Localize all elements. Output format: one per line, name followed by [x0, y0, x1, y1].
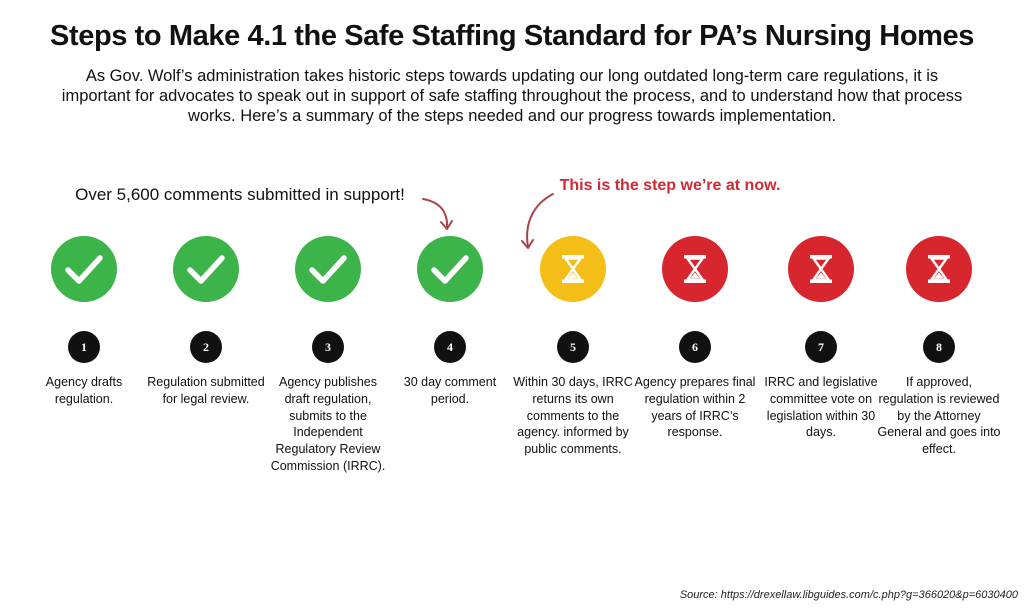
step-number-badge: 7: [805, 331, 837, 363]
comments-arrow: [423, 199, 452, 229]
step-status-circle: [540, 236, 606, 302]
step-number-badge: 1: [68, 331, 100, 363]
step-description: Within 30 days, IRRC returns its own comments to the agency. informed by public comments.: [513, 375, 633, 457]
step-number-badge: 3: [312, 331, 344, 363]
current-step-annotation: This is the step we’re at now.: [559, 177, 781, 194]
step-status-circle: [788, 236, 854, 302]
step-description: Regulation submitted for legal review.: [147, 375, 265, 406]
step-description: 30 day comment period.: [403, 375, 497, 406]
step-number-badge: 6: [679, 331, 711, 363]
step-status-circle: [906, 236, 972, 302]
step-status-circle: [51, 236, 117, 302]
step-number-badge: 2: [190, 331, 222, 363]
intro-paragraph: As Gov. Wolf’s administration takes historic steps towards updating our long outdated long-term care regulations, it is important for advocates to speak out in support of safe staffing throughout the process, and to understand how that process works. Here’s a summary of the steps needed and our progress towards implementation.: [61, 67, 963, 125]
comments-annotation: Over 5,600 comments submitted in support!: [75, 185, 405, 204]
step-description: Agency publishes draft regulation, submits to the Independent Regulatory Review Commission (IRRC).: [270, 375, 386, 473]
source-citation: Source: https://drexellaw.libguides.com/c.php?g=366020&p=6030400: [679, 589, 1018, 601]
step-status-circle: [662, 236, 728, 302]
step-status-circle: [417, 236, 483, 302]
step-status-circle: [295, 236, 361, 302]
step-number-badge: 4: [434, 331, 466, 363]
page-title: Steps to Make 4.1 the Safe Staffing Standard for PA’s Nursing Homes: [50, 20, 974, 52]
step-description: Agency drafts regulation.: [45, 375, 123, 406]
step-status-circle: [173, 236, 239, 302]
step-description: If approved, regulation is reviewed by the Attorney General and goes into effect.: [877, 375, 1001, 457]
step-description: IRRC and legislative committee vote on legislation within 30 days.: [764, 375, 878, 440]
step-description: Agency prepares final regulation within 2 years of IRRC’s response.: [634, 375, 756, 440]
step-number-badge: 5: [557, 331, 589, 363]
step-number-badge: 8: [923, 331, 955, 363]
